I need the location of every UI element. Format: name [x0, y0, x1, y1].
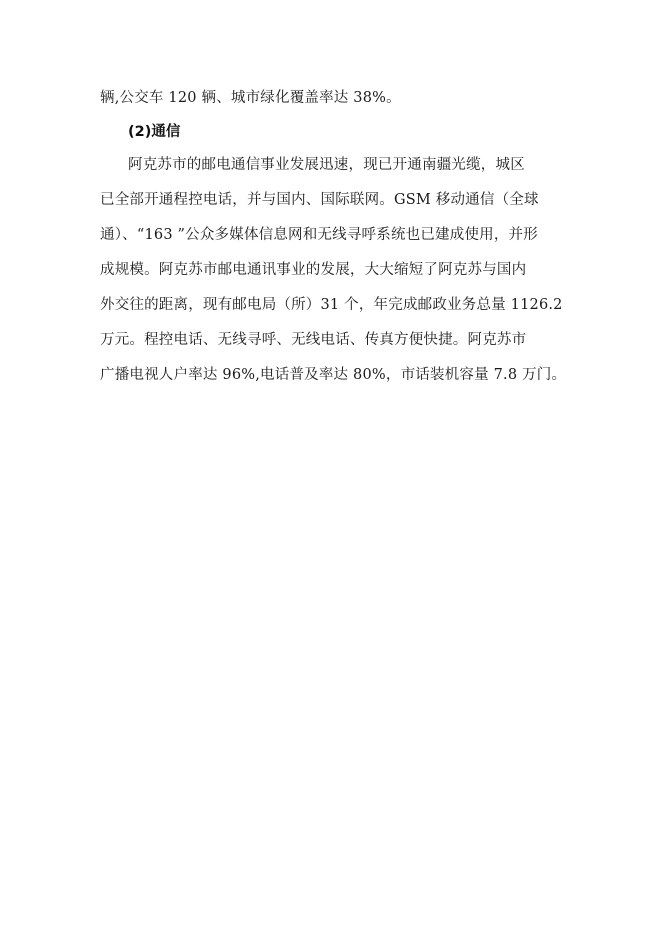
section-heading: (2)通信 — [128, 124, 181, 140]
paragraph-line-1: 阿克苏市的邮电通信事业发展迅速，现已开通南疆光缆，城区 — [128, 157, 525, 173]
text-line-continued: 辆,公交车 120 辆、城市绿化覆盖率达 38%。 — [100, 90, 401, 106]
paragraph-line-4: 成规模。阿克苏市邮电通讯事业的发展，大大缩短了阿克苏与国内 — [100, 262, 527, 278]
paragraph-line-3: 通）、“163 ”公众多媒体信息网和无线寻呼系统也已建成使用，并形 — [100, 227, 538, 243]
paragraph-line-2: 已全部开通程控电话，并与国内、国际联网。GSM 移动通信（全球 — [100, 192, 539, 208]
paragraph-line-5: 外交往的距离，现有邮电局（所）31 个，年完成邮政业务总量 1126.2 — [100, 297, 563, 313]
paragraph-line-6: 万元。程控电话、无线寻呼、无线电话、传真方便快捷。阿克苏市 — [100, 332, 527, 348]
paragraph-line-7: 广播电视人户率达 96%,电话普及率达 80%，市话装机容量 7.8 万门。 — [100, 367, 567, 383]
